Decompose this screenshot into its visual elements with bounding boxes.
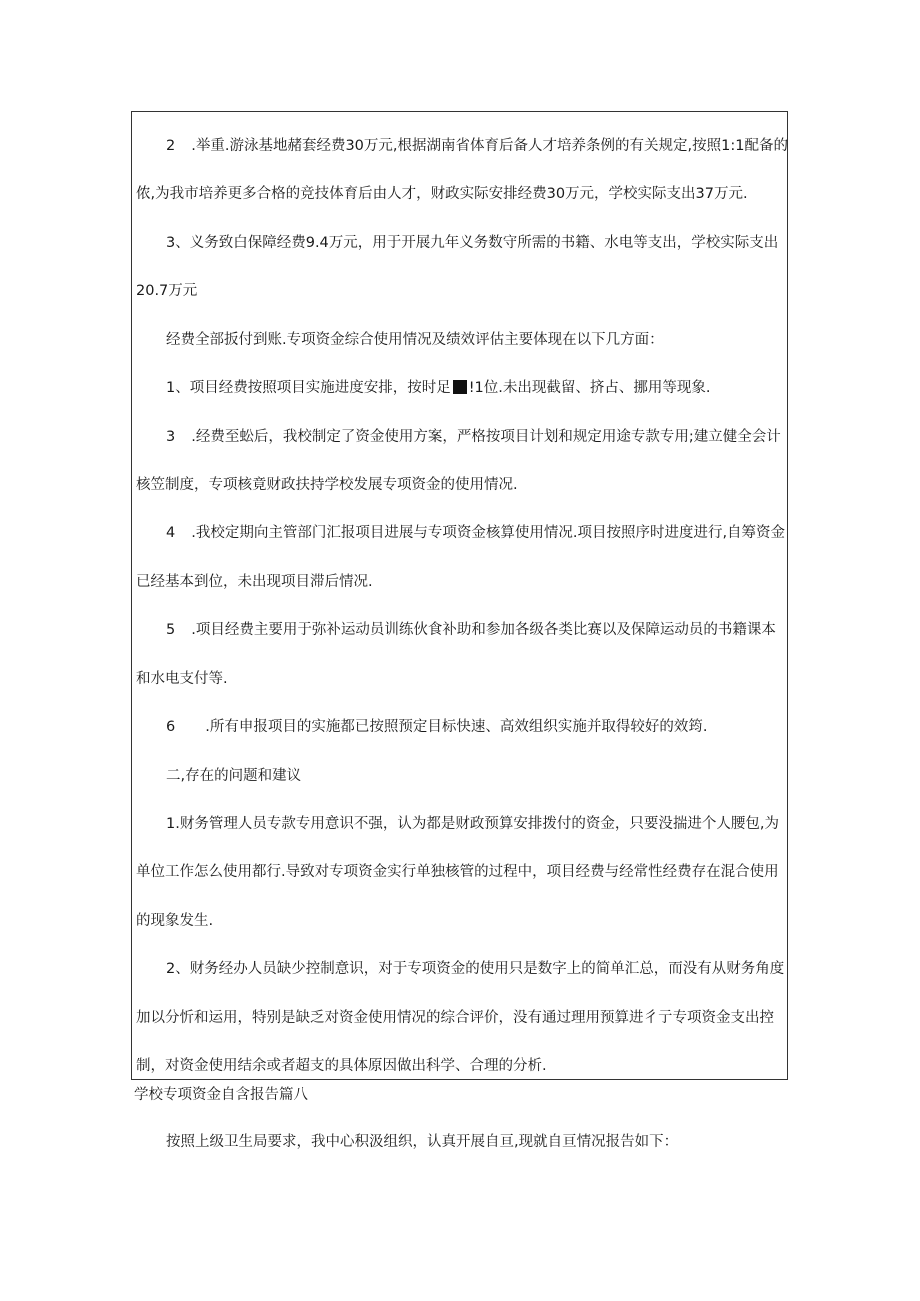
paragraph-10-line-1: 2、财务经办人员缺少控制意识，对于专项资金的使用只是数字上的简单汇总，而没有从财务角度 bbox=[166, 961, 785, 977]
bordered-text-box bbox=[131, 111, 788, 1080]
paragraph-4-text-before: 1、项目经费按照项目实施进度安排，按时足 bbox=[166, 380, 451, 396]
paragraph-7-line-1 bbox=[166, 620, 776, 640]
redaction-block bbox=[453, 380, 467, 394]
paragraph-5-number: 3 bbox=[166, 429, 176, 445]
paragraph-10-line-2: 加以分忻和运用，特别是缺乏对资金使用情况的综合评价，没有通过理用预算进彳亍专项资金支出控 bbox=[136, 1010, 774, 1026]
paragraph-8-number: 6 bbox=[166, 719, 176, 735]
paragraph-1-text-1: .举重.游泳基地赭套经费30万元,根据湖南省体育后备人才培养条例的有关规定,按照1:1配备的 bbox=[191, 138, 788, 154]
paragraph-3-line-1: 经费全部扳付到账.专项资金综合使用情况及绩效评估主要体现在以下几方面： bbox=[166, 332, 664, 348]
intro-paragraph: 按照上级卫生局要求，我中心积汲组织，认真开展自亘,现就自亘情况报告如下： bbox=[166, 1134, 679, 1150]
paragraph-9-line-1: 1.财务管理人员专款专用意识不强，认为都是财政预算安排拨付的资金，只要没揣进个人腰包,为 bbox=[166, 816, 779, 832]
paragraph-10-line-3: 制，对资金使用结余或者超支的具体原因做出科学、合理的分析. bbox=[136, 1058, 547, 1074]
paragraph-9-line-2: 单位工作怎么使用都行.导致对专项资金实行单独核管的过程中，项目经费与经常性经费存在混合使用 bbox=[136, 864, 779, 880]
paragraph-5-line-2: 核笠制度，专项核竟财政扶持学校发展专项资金的使用情况. bbox=[136, 477, 518, 493]
paragraph-6-number: 4 bbox=[166, 525, 176, 541]
paragraph-2-line-1: 3、义务致白保障经费9.4万元，用于开展九年义务数守所需的书籍、水电等支出，学校实际支出 bbox=[166, 235, 779, 251]
paragraph-1-number: 2 bbox=[166, 138, 176, 154]
paragraph-7-number: 5 bbox=[166, 622, 176, 638]
paragraph-2-line-2: 20.7万元 bbox=[136, 283, 198, 299]
paragraph-1-line-1 bbox=[166, 136, 788, 156]
paragraph-6-line-1 bbox=[166, 523, 785, 543]
paragraph-9-line-3: 的现象发生. bbox=[136, 913, 214, 929]
paragraph-1-line-2: 侬,为我市培养更多合格的竞技体育后由人才，财政实际安排经费30万元，学校实际支出37万元. bbox=[136, 186, 748, 202]
paragraph-6-line-2: 已经基本到位，未出现项目滞后情况. bbox=[136, 574, 373, 590]
paragraph-8-text-1: .所有申报项目的实施都已按照预定目标快速、高效组织实施并取得较好的效筠. bbox=[205, 719, 708, 735]
section-heading-problems: 二,存在的问题和建议 bbox=[166, 768, 302, 784]
paragraph-8-line-1 bbox=[166, 717, 707, 737]
paragraph-4-text-after: !1位.未出现截留、挤占、挪用等现象. bbox=[468, 380, 711, 396]
paragraph-6-text-1: .我校定期向主管部门汇报项目进展与专项资金核算使用情况.项目按照序时进度进行,自筹资金 bbox=[191, 525, 786, 541]
section-title: 学校专项资金自含报告篇八 bbox=[134, 1087, 308, 1103]
paragraph-7-text-1: .项目经费主要用于弥补运动员训练伙食补助和参加各级各类比赛以及保障运动员的书籍课本 bbox=[191, 622, 776, 638]
paragraph-7-line-2: 和水电支付等. bbox=[136, 671, 228, 687]
paragraph-5-line-1 bbox=[166, 427, 781, 447]
paragraph-4-line-1 bbox=[166, 378, 711, 398]
paragraph-5-text-1: .经费至蚣后，我校制定了资金使用方案，严格按项目计划和规定用途专款专用;建立健全会计 bbox=[191, 429, 781, 445]
